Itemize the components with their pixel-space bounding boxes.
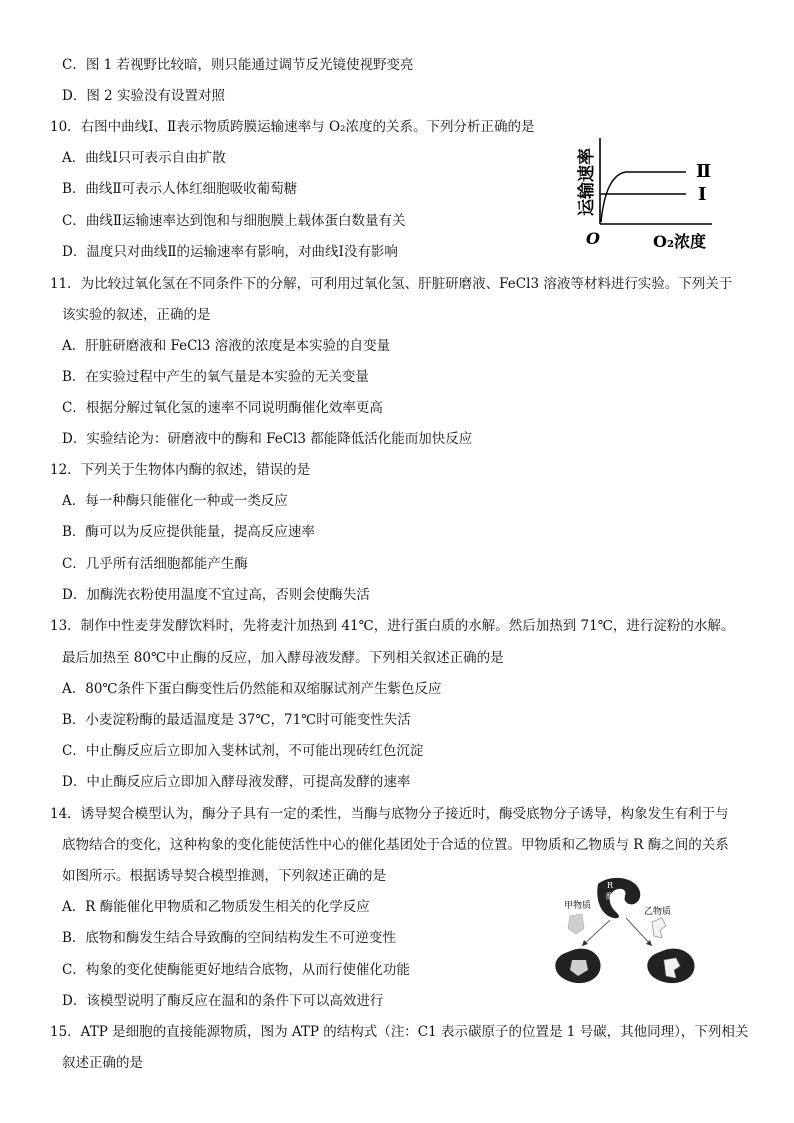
enzyme-label-r: R — [607, 881, 614, 890]
q12-option-a: A．每一种酶只能催化一种或一类反应 — [62, 493, 288, 509]
substance-b-label: 乙物质 — [644, 907, 672, 917]
curve-2-line — [601, 172, 686, 222]
q15-stem-line2: 叙述正确的是 — [62, 1055, 143, 1071]
origin-label: O — [586, 229, 600, 248]
q9-option-c: C．图 1 若视野比较暗，则只能通过调节反光镜使视野变亮 — [62, 57, 414, 73]
y-axis-label: 运输速率 — [577, 148, 597, 216]
q14-induced-fit-diagram — [548, 872, 748, 992]
q10-stem: 10．右图中曲线Ⅰ、Ⅱ表示物质跨膜运输速率与 O₂浓度的关系。下列分析正确的是 — [50, 119, 535, 135]
q14-option-b: B．底物和酶发生结合导致酶的空间结构发生不可逆变性 — [62, 930, 396, 946]
q10-option-c: C．曲线Ⅱ运输速率达到饱和与细胞膜上载体蛋白数量有关 — [62, 213, 406, 229]
q14-stem-line3: 如图所示。根据诱导契合模型推测，下列叙述正确的是 — [62, 868, 386, 884]
q11-option-c: C．根据分解过氧化氢的速率不同说明酶催化效率更高 — [62, 400, 383, 416]
q14-stem-line2: 底物结合的变化，这种构象的变化能使活性中心的催化基团处于合适的位置。甲物质和乙物质与 R 酶之间的关系 — [62, 837, 729, 853]
q10-transport-rate-graph — [560, 132, 730, 258]
q11-stem-line1: 11．为比较过氧化氢在不同条件下的分解，可利用过氧化氢、肝脏研磨液、FeCl3 溶液等材料进行实验。下列关于 — [50, 276, 733, 292]
q9-option-d: D．图 2 实验没有设置对照 — [62, 88, 225, 104]
q15-stem-line1: 15．ATP 是细胞的直接能源物质，图为 ATP 的结构式（注：C1 表示碳原子的位置是 1 号碳，其他同理），下列相关 — [50, 1024, 749, 1040]
curve-1-label: Ⅰ — [698, 184, 707, 205]
q13-option-b: B．小麦淀粉酶的最适温度是 37℃，71℃时可能变性失活 — [62, 712, 411, 728]
arrow-right — [626, 918, 652, 946]
substance-a-label: 甲物质 — [564, 901, 592, 911]
q12-option-b: B．酶可以为反应提供能量，提高反应速率 — [62, 524, 315, 540]
q13-stem-line2: 最后加热至 80℃中止酶的反应，加入酵母液发酵。下列相关叙述正确的是 — [62, 650, 504, 666]
r-enzyme-shape — [597, 878, 640, 918]
x-axis-label: O₂浓度 — [653, 232, 706, 251]
q13-option-c: C．中止酶反应后立即加入斐林试剂，不可能出现砖红色沉淀 — [62, 743, 424, 759]
q11-option-a: A．肝脏研磨液和 FeCl3 溶液的浓度是本实验的自变量 — [62, 338, 391, 354]
q10-option-b: B．曲线Ⅱ可表示人体红细胞吸收葡萄糖 — [62, 181, 298, 197]
enzyme-label-mei: 酶 — [606, 892, 614, 901]
q13-option-d: D．中止酶反应后立即加入酵母液发酵，可提高发酵的速率 — [62, 774, 411, 790]
q13-option-a: A．80℃条件下蛋白酶变性后仍然能和双缩脲试剂产生紫色反应 — [62, 681, 442, 697]
q10-option-a: A．曲线Ⅰ只可表示自由扩散 — [62, 150, 226, 166]
q11-option-b: B．在实验过程中产生的氧气量是本实验的无关变量 — [62, 369, 369, 385]
q13-stem-line1: 13．制作中性麦芽发酵饮料时，先将麦汁加热到 41℃，进行蛋白质的水解。然后加热到 71℃，进行淀粉的水解。 — [50, 618, 735, 634]
q12-option-d: D．加酶洗衣粉使用温度不宜过高，否则会使酶失活 — [62, 587, 370, 603]
q10-option-d: D．温度只对曲线Ⅱ的运输速率有影响，对曲线Ⅰ没有影响 — [62, 244, 398, 260]
q12-option-c: C．几乎所有活细胞都能产生酶 — [62, 556, 248, 572]
q11-stem-line2: 该实验的叙述，正确的是 — [62, 307, 211, 323]
arrow-left — [582, 920, 610, 946]
curve-2-label: Ⅱ — [696, 161, 712, 182]
q11-option-d: D．实验结论为：研磨液中的酶和 FeCl3 都能降低活化能而加快反应 — [62, 431, 473, 447]
q14-stem-line1: 14．诱导契合模型认为，酶分子具有一定的柔性，当酶与底物分子接近时，酶受底物分子诱导，构象发生有利于与 — [50, 806, 729, 822]
q14-option-a: A．R 酶能催化甲物质和乙物质发生相关的化学反应 — [62, 899, 370, 915]
q14-option-c: C．构象的变化使酶能更好地结合底物，从而行使催化功能 — [62, 962, 410, 978]
substance-b-shape — [652, 918, 666, 938]
q14-option-d: D．该模型说明了酶反应在温和的条件下可以高效进行 — [62, 993, 384, 1009]
substance-a-shape — [568, 914, 584, 934]
q12-stem: 12．下列关于生物体内酶的叙述，错误的是 — [50, 462, 311, 478]
